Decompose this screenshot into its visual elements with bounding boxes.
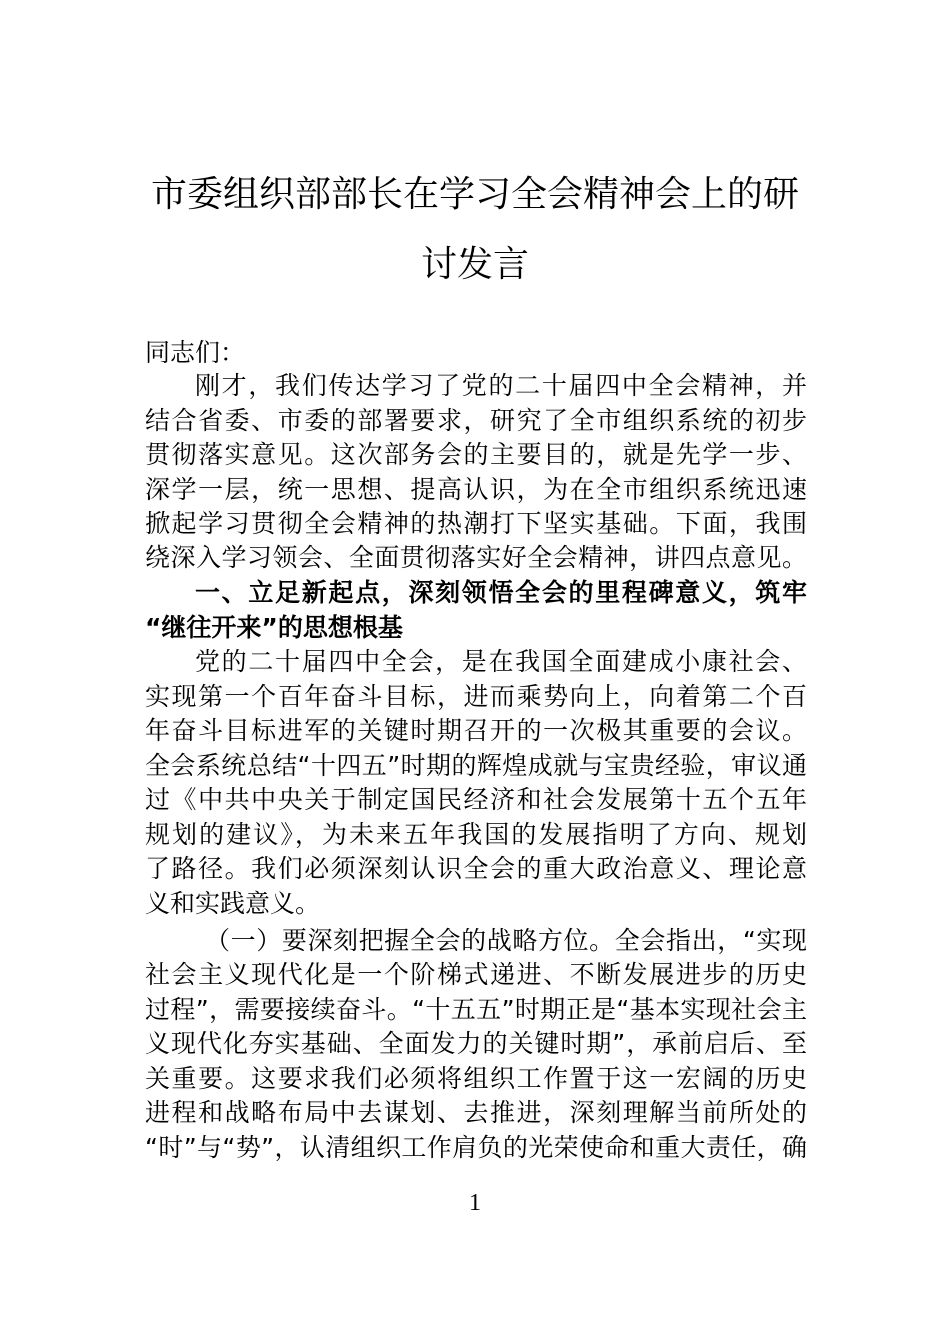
paragraph-2-line: 年奋斗目标进军的关键时期召开的一次极其重要的会议。 [145,716,807,745]
paragraph-2-line: 党的二十届四中全会，是在我国全面建成小康社会、 [195,647,807,676]
paragraph-2-line: 过《中共中央关于制定国民经济和社会发展第十五个五年 [145,785,807,814]
paragraph-1-line: 深学一层，统一思想、提高认识，为在全市组织系统迅速 [145,475,807,504]
subsection-1-line: 关重要。这要求我们必须将组织工作置于这一宏阔的历史 [145,1064,807,1093]
paragraph-2-line: 全会系统总结“十四五”时期的辉煌成就与宝贵经验，审议通 [145,751,807,780]
document-title-line-2: 讨发言 [420,244,529,285]
subsection-1-line: 过程”，需要接续奋斗。“十五五”时期正是“基本实现社会主 [145,995,807,1024]
salutation: 同志们： [145,338,246,367]
section-heading-1: 一、立足新起点，深刻领悟全会的里程碑意义，筑牢 [195,578,807,607]
subsection-1-line: 义现代化夯实基础、全面发力的关键时期”，承前启后、至 [145,1029,807,1058]
subsection-1-line: 进程和战略布局中去谋划、去推进，深刻理解当前所处的 [145,1098,807,1127]
paragraph-1-line: 刚才，我们传达学习了党的二十届四中全会精神，并 [195,371,807,400]
paragraph-2-line: 了路径。我们必须深刻认识全会的重大政治意义、理论意 [145,854,807,883]
paragraph-2-line: 规划的建议》，为未来五年我国的发展指明了方向、规划 [145,820,807,849]
paragraph-1-line: 掀起学习贯彻全会精神的热潮打下坚实基础。下面，我围 [145,509,807,538]
subsection-1-line: （一）要深刻把握全会的战略方位。全会指出，“实现 [205,926,807,955]
paragraph-1-line: 贯彻落实意见。这次部务会的主要目的，就是先学一步、 [145,440,807,469]
paragraph-2-line: 义和实践意义。 [145,889,321,918]
subsection-1-line: 社会主义现代化是一个阶梯式递进、不断发展进步的历史 [145,960,807,989]
paragraph-1-line: 结合省委、市委的部署要求，研究了全市组织系统的初步 [145,406,807,435]
section-heading-1-cont: “继往开来”的思想根基 [145,613,403,642]
page-number: 1 [469,1190,481,1216]
document-title-line-1: 市委组织部部长在学习全会精神会上的研 [150,174,799,215]
paragraph-2-line: 实现第一个百年奋斗目标，进而乘势向上，向着第二个百 [145,682,807,711]
paragraph-1-line: 绕深入学习领会、全面贯彻落实好全会精神，讲四点意见。 [145,543,807,572]
subsection-1-line: “时”与“势”，认清组织工作肩负的光荣使命和重大责任，确 [145,1133,807,1162]
